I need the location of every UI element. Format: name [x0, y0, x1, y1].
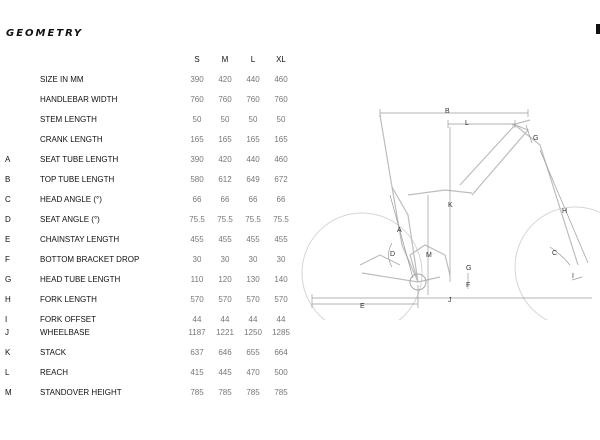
- cell-value: 1221: [216, 328, 234, 337]
- cell-value: 455: [218, 235, 232, 244]
- row-label: CHAINSTAY LENGTH: [40, 235, 120, 244]
- cell-value: 44: [192, 315, 202, 324]
- cell-value: 44: [220, 315, 230, 324]
- table-row: [0, 215, 300, 229]
- cell-value: 570: [274, 295, 288, 304]
- cell-value: 445: [218, 368, 232, 377]
- table-row: [0, 235, 300, 249]
- row-label: HEAD TUBE LENGTH: [40, 275, 121, 284]
- dim-label-m: M: [426, 252, 432, 259]
- dim-label-g: G: [533, 135, 539, 142]
- row-label: SEAT ANGLE (°): [40, 215, 100, 224]
- row-letter: C: [5, 195, 11, 204]
- dim-label-h: H: [562, 208, 568, 215]
- table-row: [0, 348, 300, 362]
- size-header-s: S: [194, 55, 200, 64]
- cell-value: 460: [274, 75, 288, 84]
- cell-value: 30: [192, 255, 202, 264]
- table-row: [0, 368, 300, 382]
- cell-value: 50: [276, 115, 286, 124]
- cell-value: 570: [190, 295, 204, 304]
- table-row: [0, 388, 300, 402]
- row-label: FORK LENGTH: [40, 295, 97, 304]
- cell-value: 50: [192, 115, 202, 124]
- cell-value: 75.5: [217, 215, 233, 224]
- cell-value: 580: [190, 175, 204, 184]
- dim-label-j: J: [448, 297, 452, 304]
- cell-value: 110: [190, 275, 204, 284]
- cell-value: 455: [274, 235, 288, 244]
- cell-value: 500: [274, 368, 288, 377]
- cell-value: 470: [246, 368, 260, 377]
- cell-value: 760: [274, 95, 288, 104]
- cell-value: 1187: [188, 328, 206, 337]
- cell-value: 165: [274, 135, 288, 144]
- cell-value: 30: [248, 255, 258, 264]
- cell-value: 66: [192, 195, 202, 204]
- dim-label-i: I: [572, 273, 574, 280]
- row-label: WHEELBASE: [40, 328, 90, 337]
- table-row: [0, 295, 300, 309]
- cell-value: 760: [218, 95, 232, 104]
- row-label: TOP TUBE LENGTH: [40, 175, 115, 184]
- size-header-m: M: [221, 55, 229, 64]
- table-row: [0, 255, 300, 269]
- row-label: HEAD ANGLE (°): [40, 195, 102, 204]
- table-row: [0, 95, 300, 109]
- cell-value: 66: [220, 195, 230, 204]
- table-row: [0, 115, 300, 129]
- table-row: [0, 155, 300, 169]
- row-label: HANDLEBAR WIDTH: [40, 95, 118, 104]
- cell-value: 646: [218, 348, 232, 357]
- dim-label-e: E: [360, 303, 365, 310]
- cell-value: 50: [248, 115, 258, 124]
- cell-value: 66: [276, 195, 286, 204]
- table-row: [0, 135, 300, 149]
- table-row: [0, 175, 300, 189]
- row-letter: E: [5, 235, 11, 244]
- cell-value: 30: [220, 255, 230, 264]
- cell-value: 785: [218, 388, 232, 397]
- cell-value: 50: [220, 115, 230, 124]
- cell-value: 75.5: [245, 215, 261, 224]
- cell-value: 120: [218, 275, 232, 284]
- cell-value: 612: [218, 175, 232, 184]
- cell-value: 140: [274, 275, 288, 284]
- row-label: FORK OFFSET: [40, 315, 96, 324]
- row-letter: B: [5, 175, 11, 184]
- cell-value: 570: [218, 295, 232, 304]
- cell-value: 66: [248, 195, 258, 204]
- row-letter: D: [5, 215, 11, 224]
- cell-value: 455: [246, 235, 260, 244]
- table-row: [0, 328, 300, 342]
- cell-value: 415: [190, 368, 204, 377]
- row-letter: J: [5, 328, 9, 337]
- cell-value: 785: [274, 388, 288, 397]
- row-letter: K: [5, 348, 11, 357]
- table-row: [0, 195, 300, 209]
- cell-value: 649: [246, 175, 260, 184]
- cell-value: 1285: [272, 328, 290, 337]
- row-label: SEAT TUBE LENGTH: [40, 155, 119, 164]
- cell-value: 460: [274, 155, 288, 164]
- cell-value: 75.5: [189, 215, 205, 224]
- row-letter: H: [5, 295, 11, 304]
- cell-value: 455: [190, 235, 204, 244]
- cell-value: 165: [246, 135, 260, 144]
- dim-label-l: L: [465, 120, 469, 127]
- cell-value: 785: [190, 388, 204, 397]
- row-label: CRANK LENGTH: [40, 135, 103, 144]
- cell-value: 440: [246, 75, 260, 84]
- cell-value: 420: [218, 155, 232, 164]
- row-label: BOTTOM BRACKET DROP: [40, 255, 140, 264]
- size-header-xl: XL: [276, 55, 286, 64]
- row-letter: A: [5, 155, 11, 164]
- cell-value: 390: [190, 75, 204, 84]
- cell-value: 664: [274, 348, 288, 357]
- cell-value: 570: [246, 295, 260, 304]
- cell-value: 30: [276, 255, 286, 264]
- cell-value: 130: [246, 275, 260, 284]
- cell-value: 44: [248, 315, 258, 324]
- cell-value: 760: [190, 95, 204, 104]
- size-header-l: L: [250, 55, 256, 64]
- row-label: SIZE IN MM: [40, 75, 84, 84]
- row-letter: G: [5, 275, 12, 284]
- cell-value: 760: [246, 95, 260, 104]
- dim-label-a: A: [397, 227, 402, 234]
- cell-value: 390: [190, 155, 204, 164]
- dim-label-f: F: [466, 282, 471, 289]
- bike-geometry-diagram: [300, 95, 600, 320]
- cell-value: 1250: [244, 328, 262, 337]
- cell-value: 44: [276, 315, 286, 324]
- dim-label-g2: G: [466, 265, 472, 272]
- page-title: GEOMETRY: [6, 28, 84, 39]
- dim-label-d: D: [390, 251, 396, 258]
- dim-label-k: K: [448, 202, 453, 209]
- row-label: STACK: [40, 348, 67, 357]
- cell-value: 165: [218, 135, 232, 144]
- cell-value: 637: [190, 348, 204, 357]
- dim-label-b: B: [445, 108, 450, 115]
- cell-value: 440: [246, 155, 260, 164]
- dim-label-c: C: [552, 250, 558, 257]
- cell-value: 75.5: [273, 215, 289, 224]
- row-label: REACH: [40, 368, 69, 377]
- row-letter: F: [5, 255, 10, 264]
- cell-value: 672: [274, 175, 288, 184]
- table-row: [0, 315, 300, 329]
- row-letter: I: [5, 315, 8, 324]
- cell-value: 655: [246, 348, 260, 357]
- table-row: [0, 75, 300, 89]
- row-label: STANDOVER HEIGHT: [40, 388, 122, 397]
- table-row: [0, 275, 300, 289]
- cell-value: 420: [218, 75, 232, 84]
- row-label: STEM LENGTH: [40, 115, 97, 124]
- row-letter: M: [5, 388, 12, 397]
- cell-value: 785: [246, 388, 260, 397]
- row-letter: L: [5, 368, 10, 377]
- front-wheel-outline: [515, 207, 600, 320]
- corner-mark: [596, 24, 600, 34]
- cell-value: 165: [190, 135, 204, 144]
